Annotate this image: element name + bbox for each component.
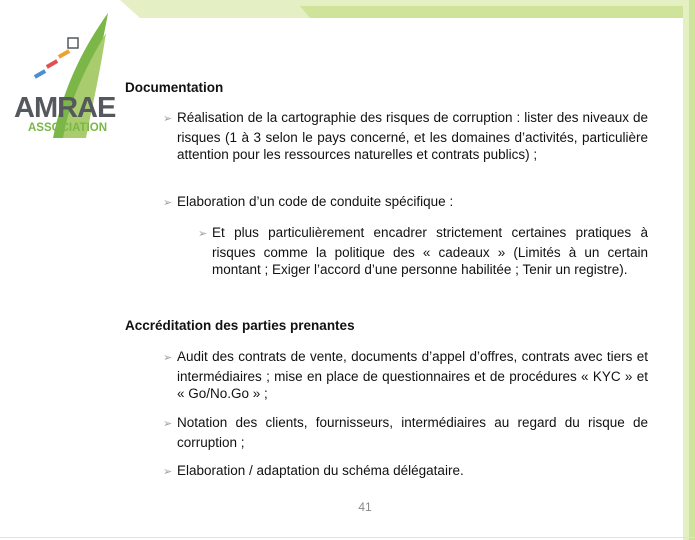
bullet-arrow-icon: ➢ xyxy=(163,113,173,125)
bullet-audit-contrats: ➢ Audit des contrats de vente, documents d’appel d’offres, contrats avec tiers et intermédiaires ; mise en place de questionnaires et de procédures « KYC » et « Go/No.Go » ; xyxy=(163,349,648,401)
bullet-arrow-icon: ➢ xyxy=(163,352,173,364)
logo-subtitle: ASSOCIATION xyxy=(28,122,108,134)
bottom-decorative-line xyxy=(0,535,695,540)
bullet-schema-delegataire: ➢ Elaboration / adaptation du schéma délégataire. xyxy=(177,462,648,482)
page-number: 41 xyxy=(358,500,372,514)
sub-bullet-cadeaux: ➢ Et plus particulièrement encadrer strictement certaines pratiques à risques comme la politique des « cadeaux » (Limités à un certain montant ; Exiger l’accord d’une personne habilitée ; Tenir un registre). xyxy=(198,225,648,277)
logo-wordmark: AMRAE xyxy=(14,92,116,124)
bullet-cartographie: ➢ Réalisation de la cartographie des risques de corruption : lister des niveaux de risques (1 à 3 selon le pays concerné, et les domaines d’activités, particulière attention pour les ressources naturelles et contrats publics) ; xyxy=(163,110,648,162)
bullet-arrow-icon: ➢ xyxy=(163,197,173,209)
bullet-code-conduite: ➢ Elaboration d’un code de conduite spécifique : xyxy=(177,193,648,213)
bullet-notation-clients: ➢ Notation des clients, fournisseurs, intermédiaires au regard du risque de corruption ; xyxy=(163,415,648,450)
bullet-arrow-icon: ➢ xyxy=(163,466,173,478)
bullet-arrow-icon: ➢ xyxy=(163,418,173,430)
section-heading-accreditation: Accréditation des parties prenantes xyxy=(125,318,355,333)
bullet-arrow-icon: ➢ xyxy=(198,228,208,240)
section-heading-documentation: Documentation xyxy=(125,80,224,95)
